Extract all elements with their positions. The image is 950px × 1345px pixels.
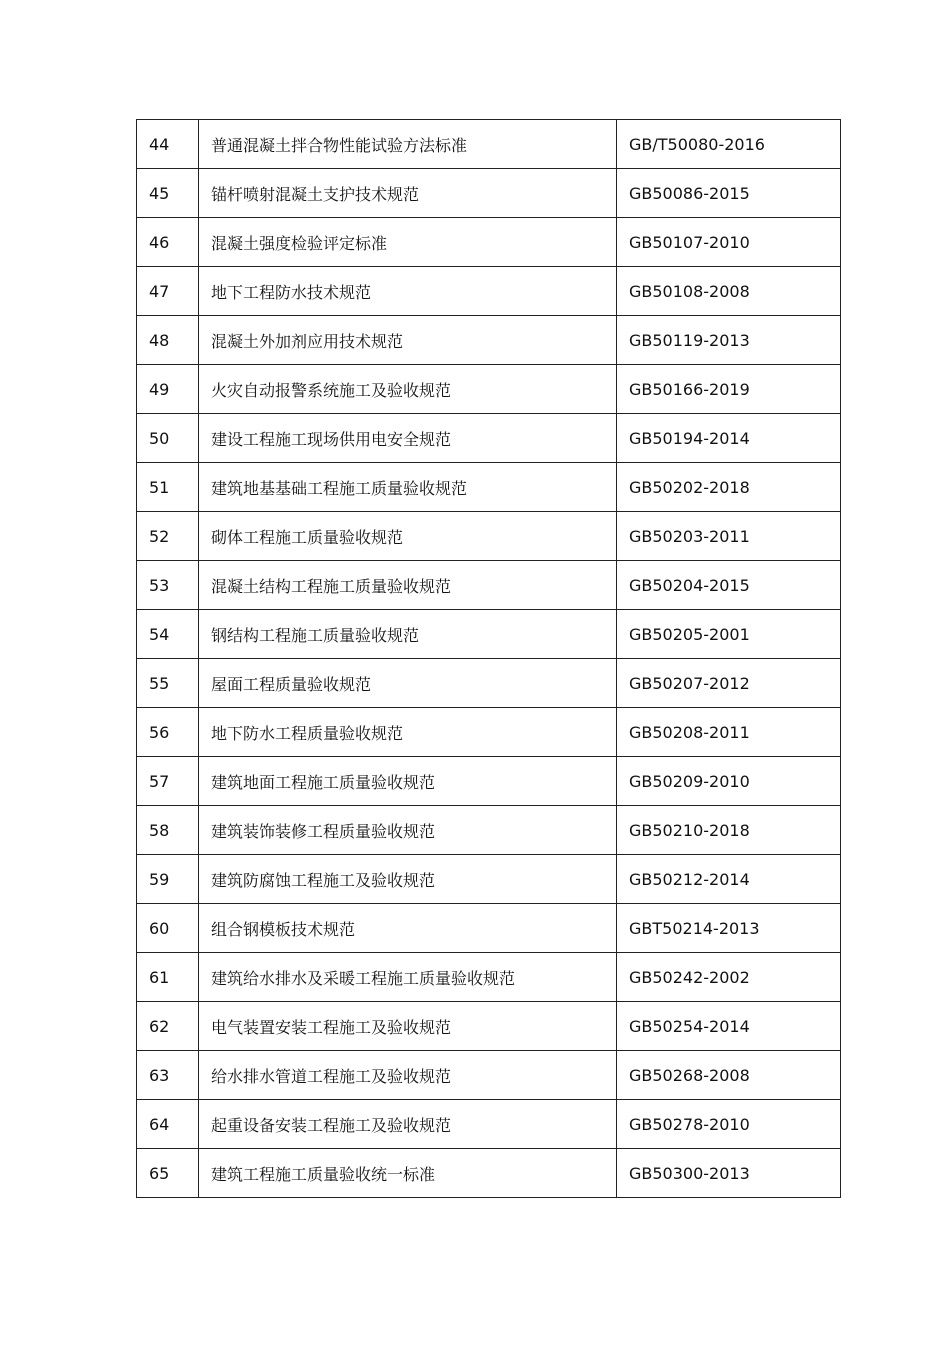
standard-name: 火灾自动报警系统施工及验收规范 [199, 365, 617, 414]
table-row [137, 904, 841, 953]
standard-code: GB50208-2011 [617, 708, 841, 757]
standard-name: 锚杆喷射混凝土支护技术规范 [199, 169, 617, 218]
standard-code: GB50108-2008 [617, 267, 841, 316]
standard-name: 地下防水工程质量验收规范 [199, 708, 617, 757]
standard-code: GB50119-2013 [617, 316, 841, 365]
table-row [137, 610, 841, 659]
standard-name: 混凝土强度检验评定标准 [199, 218, 617, 267]
row-number: 64 [137, 1100, 199, 1149]
table-row [137, 855, 841, 904]
row-number: 46 [137, 218, 199, 267]
standard-code: GBT50214-2013 [617, 904, 841, 953]
standard-name: 建筑工程施工质量验收统一标准 [199, 1149, 617, 1198]
standard-code: GB50202-2018 [617, 463, 841, 512]
standard-name: 钢结构工程施工质量验收规范 [199, 610, 617, 659]
standard-name: 组合钢模板技术规范 [199, 904, 617, 953]
standard-code: GB50203-2011 [617, 512, 841, 561]
standard-code: GB50209-2010 [617, 757, 841, 806]
standards-table-body [137, 120, 841, 1198]
row-number: 48 [137, 316, 199, 365]
table-row [137, 463, 841, 512]
row-number: 49 [137, 365, 199, 414]
standard-name: 电气装置安装工程施工及验收规范 [199, 1002, 617, 1051]
table-row [137, 1149, 841, 1198]
table-row [137, 659, 841, 708]
table-row [137, 708, 841, 757]
row-number: 52 [137, 512, 199, 561]
table-row [137, 365, 841, 414]
standard-code: GB50207-2012 [617, 659, 841, 708]
row-number: 60 [137, 904, 199, 953]
standard-code: GB50204-2015 [617, 561, 841, 610]
table-row [137, 414, 841, 463]
standard-name: 普通混凝土拌合物性能试验方法标准 [199, 120, 617, 169]
standard-name: 混凝土外加剂应用技术规范 [199, 316, 617, 365]
standard-code: GB/T50080-2016 [617, 120, 841, 169]
row-number: 63 [137, 1051, 199, 1100]
standard-code: GB50194-2014 [617, 414, 841, 463]
standard-code: GB50210-2018 [617, 806, 841, 855]
standard-code: GB50300-2013 [617, 1149, 841, 1198]
standard-name: 建筑装饰装修工程质量验收规范 [199, 806, 617, 855]
table-row [137, 806, 841, 855]
standard-code: GB50268-2008 [617, 1051, 841, 1100]
row-number: 56 [137, 708, 199, 757]
table-row [137, 757, 841, 806]
standard-name: 建设工程施工现场供用电安全规范 [199, 414, 617, 463]
standard-name: 给水排水管道工程施工及验收规范 [199, 1051, 617, 1100]
table-row [137, 1002, 841, 1051]
row-number: 45 [137, 169, 199, 218]
standard-code: GB50107-2010 [617, 218, 841, 267]
standard-name: 地下工程防水技术规范 [199, 267, 617, 316]
row-number: 47 [137, 267, 199, 316]
standard-name: 建筑防腐蚀工程施工及验收规范 [199, 855, 617, 904]
standard-name: 建筑地面工程施工质量验收规范 [199, 757, 617, 806]
table-row [137, 120, 841, 169]
table-row [137, 1100, 841, 1149]
table-row [137, 218, 841, 267]
row-number: 51 [137, 463, 199, 512]
row-number: 54 [137, 610, 199, 659]
standard-code: GB50205-2001 [617, 610, 841, 659]
row-number: 57 [137, 757, 199, 806]
table-row [137, 169, 841, 218]
row-number: 65 [137, 1149, 199, 1198]
standard-code: GB50254-2014 [617, 1002, 841, 1051]
standard-code: GB50242-2002 [617, 953, 841, 1002]
standard-code: GB50278-2010 [617, 1100, 841, 1149]
standard-name: 建筑给水排水及采暖工程施工质量验收规范 [199, 953, 617, 1002]
row-number: 44 [137, 120, 199, 169]
row-number: 62 [137, 1002, 199, 1051]
standard-code: GB50212-2014 [617, 855, 841, 904]
standards-table [136, 119, 841, 1198]
table-row [137, 512, 841, 561]
row-number: 50 [137, 414, 199, 463]
standard-name: 起重设备安装工程施工及验收规范 [199, 1100, 617, 1149]
table-row [137, 953, 841, 1002]
table-row [137, 316, 841, 365]
table-row [137, 1051, 841, 1100]
row-number: 55 [137, 659, 199, 708]
standard-name: 屋面工程质量验收规范 [199, 659, 617, 708]
table-row [137, 267, 841, 316]
row-number: 58 [137, 806, 199, 855]
row-number: 61 [137, 953, 199, 1002]
standard-name: 砌体工程施工质量验收规范 [199, 512, 617, 561]
standard-name: 混凝土结构工程施工质量验收规范 [199, 561, 617, 610]
standard-code: GB50086-2015 [617, 169, 841, 218]
row-number: 59 [137, 855, 199, 904]
standard-code: GB50166-2019 [617, 365, 841, 414]
standard-name: 建筑地基基础工程施工质量验收规范 [199, 463, 617, 512]
row-number: 53 [137, 561, 199, 610]
table-row [137, 561, 841, 610]
